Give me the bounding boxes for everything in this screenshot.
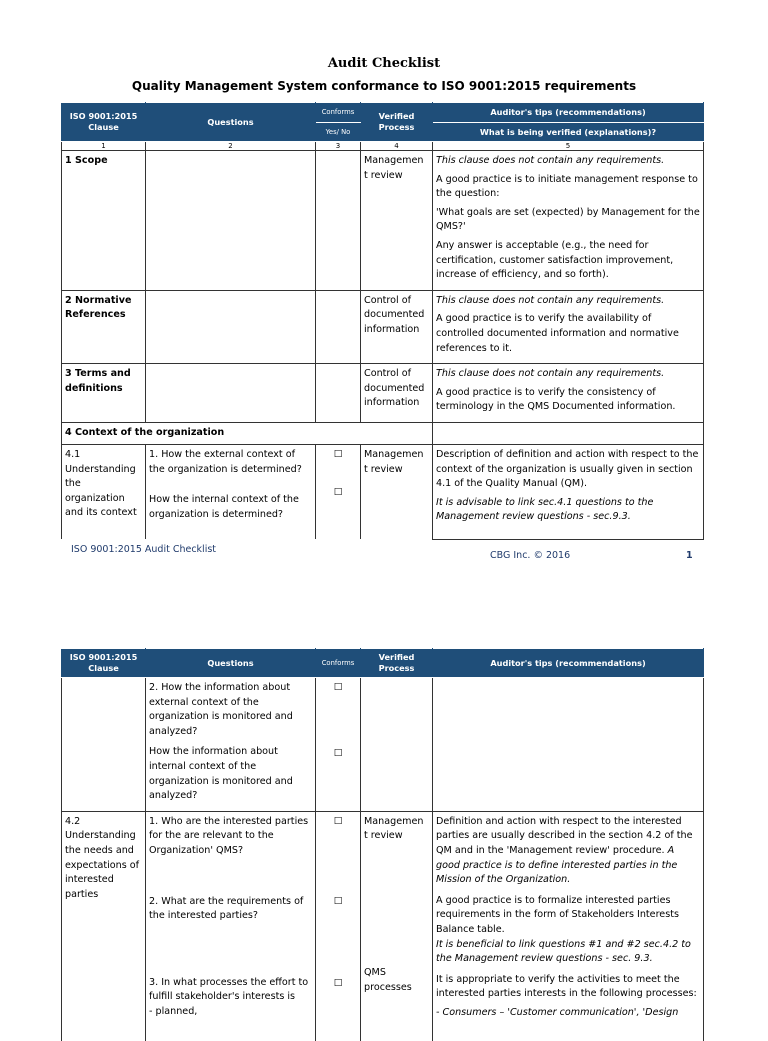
question-text: How the internal context of the organization is determined? [149, 494, 299, 520]
conforms-cell [316, 444, 361, 539]
question-text: 3. In what processes the effort to fulfill stakeholder's interests is [149, 976, 309, 1003]
question-text: How the information about internal context of the organization is monitored and analyzed? [149, 746, 293, 802]
tip-text: A good practice is to verify the consistency of terminology in the QMS Documented information. [436, 386, 676, 413]
col-number: 5 [433, 142, 704, 151]
tip-text: 'What goals are set (expected) by Management for the QMS?' [436, 206, 700, 233]
tip-text: This clause does not contain any requirements. [436, 368, 665, 380]
tips-cell [433, 364, 704, 423]
header-clause: ISO 9001:2015 Clause [62, 649, 146, 678]
footer-doc-name: ISO 9001:2015 Audit Checklist [71, 544, 217, 555]
tips-cell [433, 151, 704, 291]
question-text: 1. Who are the interested parties for the are relevant to the Organization' QMS? [149, 815, 309, 856]
header-verified-process: Verified Process [361, 103, 433, 142]
tip-text: It is beneficial to link questions #1 and #2 sec.4.2 to the Management review questions - sec. 9.3. [436, 938, 691, 965]
table-row-4-1 [62, 444, 704, 539]
table-row-scope [62, 151, 704, 291]
clause-cell: 3 Terms and definitions [62, 364, 146, 423]
conforms-checkbox[interactable]: ☐ [333, 896, 343, 908]
process-cell [361, 678, 433, 812]
question-text: 1. How the external context of the organization is determined? [149, 448, 302, 475]
tip-text: It is advisable to link sec.4.1 questions to the Management review questions - sec.9.3. [436, 496, 654, 523]
process-cell: Control of documented information [361, 364, 433, 423]
process-cell: Managemen t review [361, 444, 433, 539]
questions-cell [146, 151, 316, 291]
tip-text: A good practice is to verify the availability of controlled documented information and normative references to it. [436, 313, 679, 354]
document-subtitle: Quality Management System conformance to ISO 9001:2015 requirements [131, 79, 637, 93]
conforms-checkbox[interactable]: ☐ [333, 682, 343, 693]
col-number: 1 [62, 142, 146, 151]
questions-cell [146, 678, 316, 812]
tips-cell [433, 444, 704, 539]
process-cell [361, 811, 433, 1041]
header-tips: Auditor's tips (recommendations) [433, 649, 704, 678]
header-questions: Questions [146, 649, 316, 678]
clause-cell: 1 Scope [62, 151, 146, 291]
conforms-checkbox[interactable]: ☐ [333, 815, 343, 827]
tip-text: Any answer is acceptable (e.g., the need for certification, customer satisfaction improvement, increase of efficiency, and so forth). [436, 239, 674, 281]
conforms-cell [316, 151, 361, 291]
process-cell: Managemen t review [361, 151, 433, 291]
table-row-4-2 [62, 811, 704, 1041]
col-number: 4 [361, 142, 433, 151]
header-conforms: Conforms [316, 103, 361, 123]
section-row [62, 422, 704, 444]
process-text: QMS processes [364, 966, 412, 993]
questions-cell [146, 290, 316, 363]
header-yes-no: Yes/ No [316, 123, 361, 142]
questions-cell [146, 811, 316, 1041]
process-cell: Control of documented information [361, 290, 433, 363]
col-number: 2 [146, 142, 316, 151]
tip-text: - Consumers – 'Customer communication', 'Design [436, 1006, 679, 1018]
tip-text: It is appropriate to verify the activities to meet the interested parties interests in the following processes: [436, 973, 697, 1000]
section-heading: 4 Context of the organization [62, 422, 433, 444]
clause-cell: 4.2 Understanding the needs and expectations of interested parties [62, 811, 146, 1041]
tip-text: A good practice is to formalize interested parties requirements in the form of Stakeholders Interests Balance table. [436, 894, 679, 935]
header-explanations: What is being verified (explanations)? [433, 123, 704, 142]
tip-italic: A good practice is to define interested parties in the Mission of the Organization. [436, 844, 678, 886]
clause-cell: 2 Normative References [62, 290, 146, 363]
document-title: Audit Checklist [327, 56, 441, 71]
header-verified-process: Verified Process [361, 649, 433, 678]
tips-cell [433, 422, 704, 444]
conforms-checkbox[interactable]: ☐ [333, 448, 343, 460]
checklist-table-page2 [61, 648, 704, 1041]
conforms-checkbox[interactable]: ☐ [333, 747, 343, 759]
footer-copyright: CBG Inc. © 2016 [490, 550, 571, 561]
tip-text: This clause does not contain any requirements. [436, 294, 665, 306]
table-row-normative [62, 290, 704, 363]
conforms-cell [316, 364, 361, 423]
col-number: 3 [316, 142, 361, 151]
conforms-cell [316, 290, 361, 363]
conforms-cell [316, 811, 361, 1041]
tip-text [436, 815, 700, 888]
question-text: 2. What are the requirements of the interested parties? [149, 895, 304, 922]
tip-text: A good practice is to initiate management response to the question: [436, 173, 698, 200]
clause-cell: 4.1 Understanding the organization and its context [62, 444, 146, 539]
conforms-checkbox[interactable]: ☐ [333, 486, 343, 498]
tips-cell [433, 811, 704, 1041]
conforms-checkbox[interactable]: ☐ [333, 977, 343, 989]
tip-text: Description of definition and action with respect to the context of the organization is usually given in section 4.1 of the Quality Manual (QM). [436, 448, 699, 490]
conforms-cell [316, 678, 361, 812]
tip-plain: Definition and action with respect to the interested parties are usually described in the section 4.2 of the QM and in the 'Management review' procedure. [436, 815, 693, 856]
header-questions: Questions [146, 103, 316, 142]
clause-cell [62, 678, 146, 812]
questions-cell [146, 444, 316, 539]
process-text: Managemen t review [364, 815, 424, 842]
tips-cell [433, 678, 704, 812]
question-text: 2. How the information about external context of the organization is monitored and analyzed? [149, 682, 293, 737]
checklist-table-page1 [61, 102, 704, 540]
tip-text: This clause does not contain any requirements. [436, 155, 665, 166]
table-row-terms [62, 364, 704, 423]
tips-cell [433, 290, 704, 363]
header-tips: Auditor's tips (recommendations) [433, 103, 704, 123]
header-clause: ISO 9001:2015 Clause [62, 103, 146, 142]
header-conforms: Conforms [316, 649, 361, 678]
questions-cell [146, 364, 316, 423]
footer-page-number: 1 [686, 550, 693, 561]
question-text: - planned, [149, 1005, 198, 1017]
table-row-4-1-cont [62, 678, 704, 812]
